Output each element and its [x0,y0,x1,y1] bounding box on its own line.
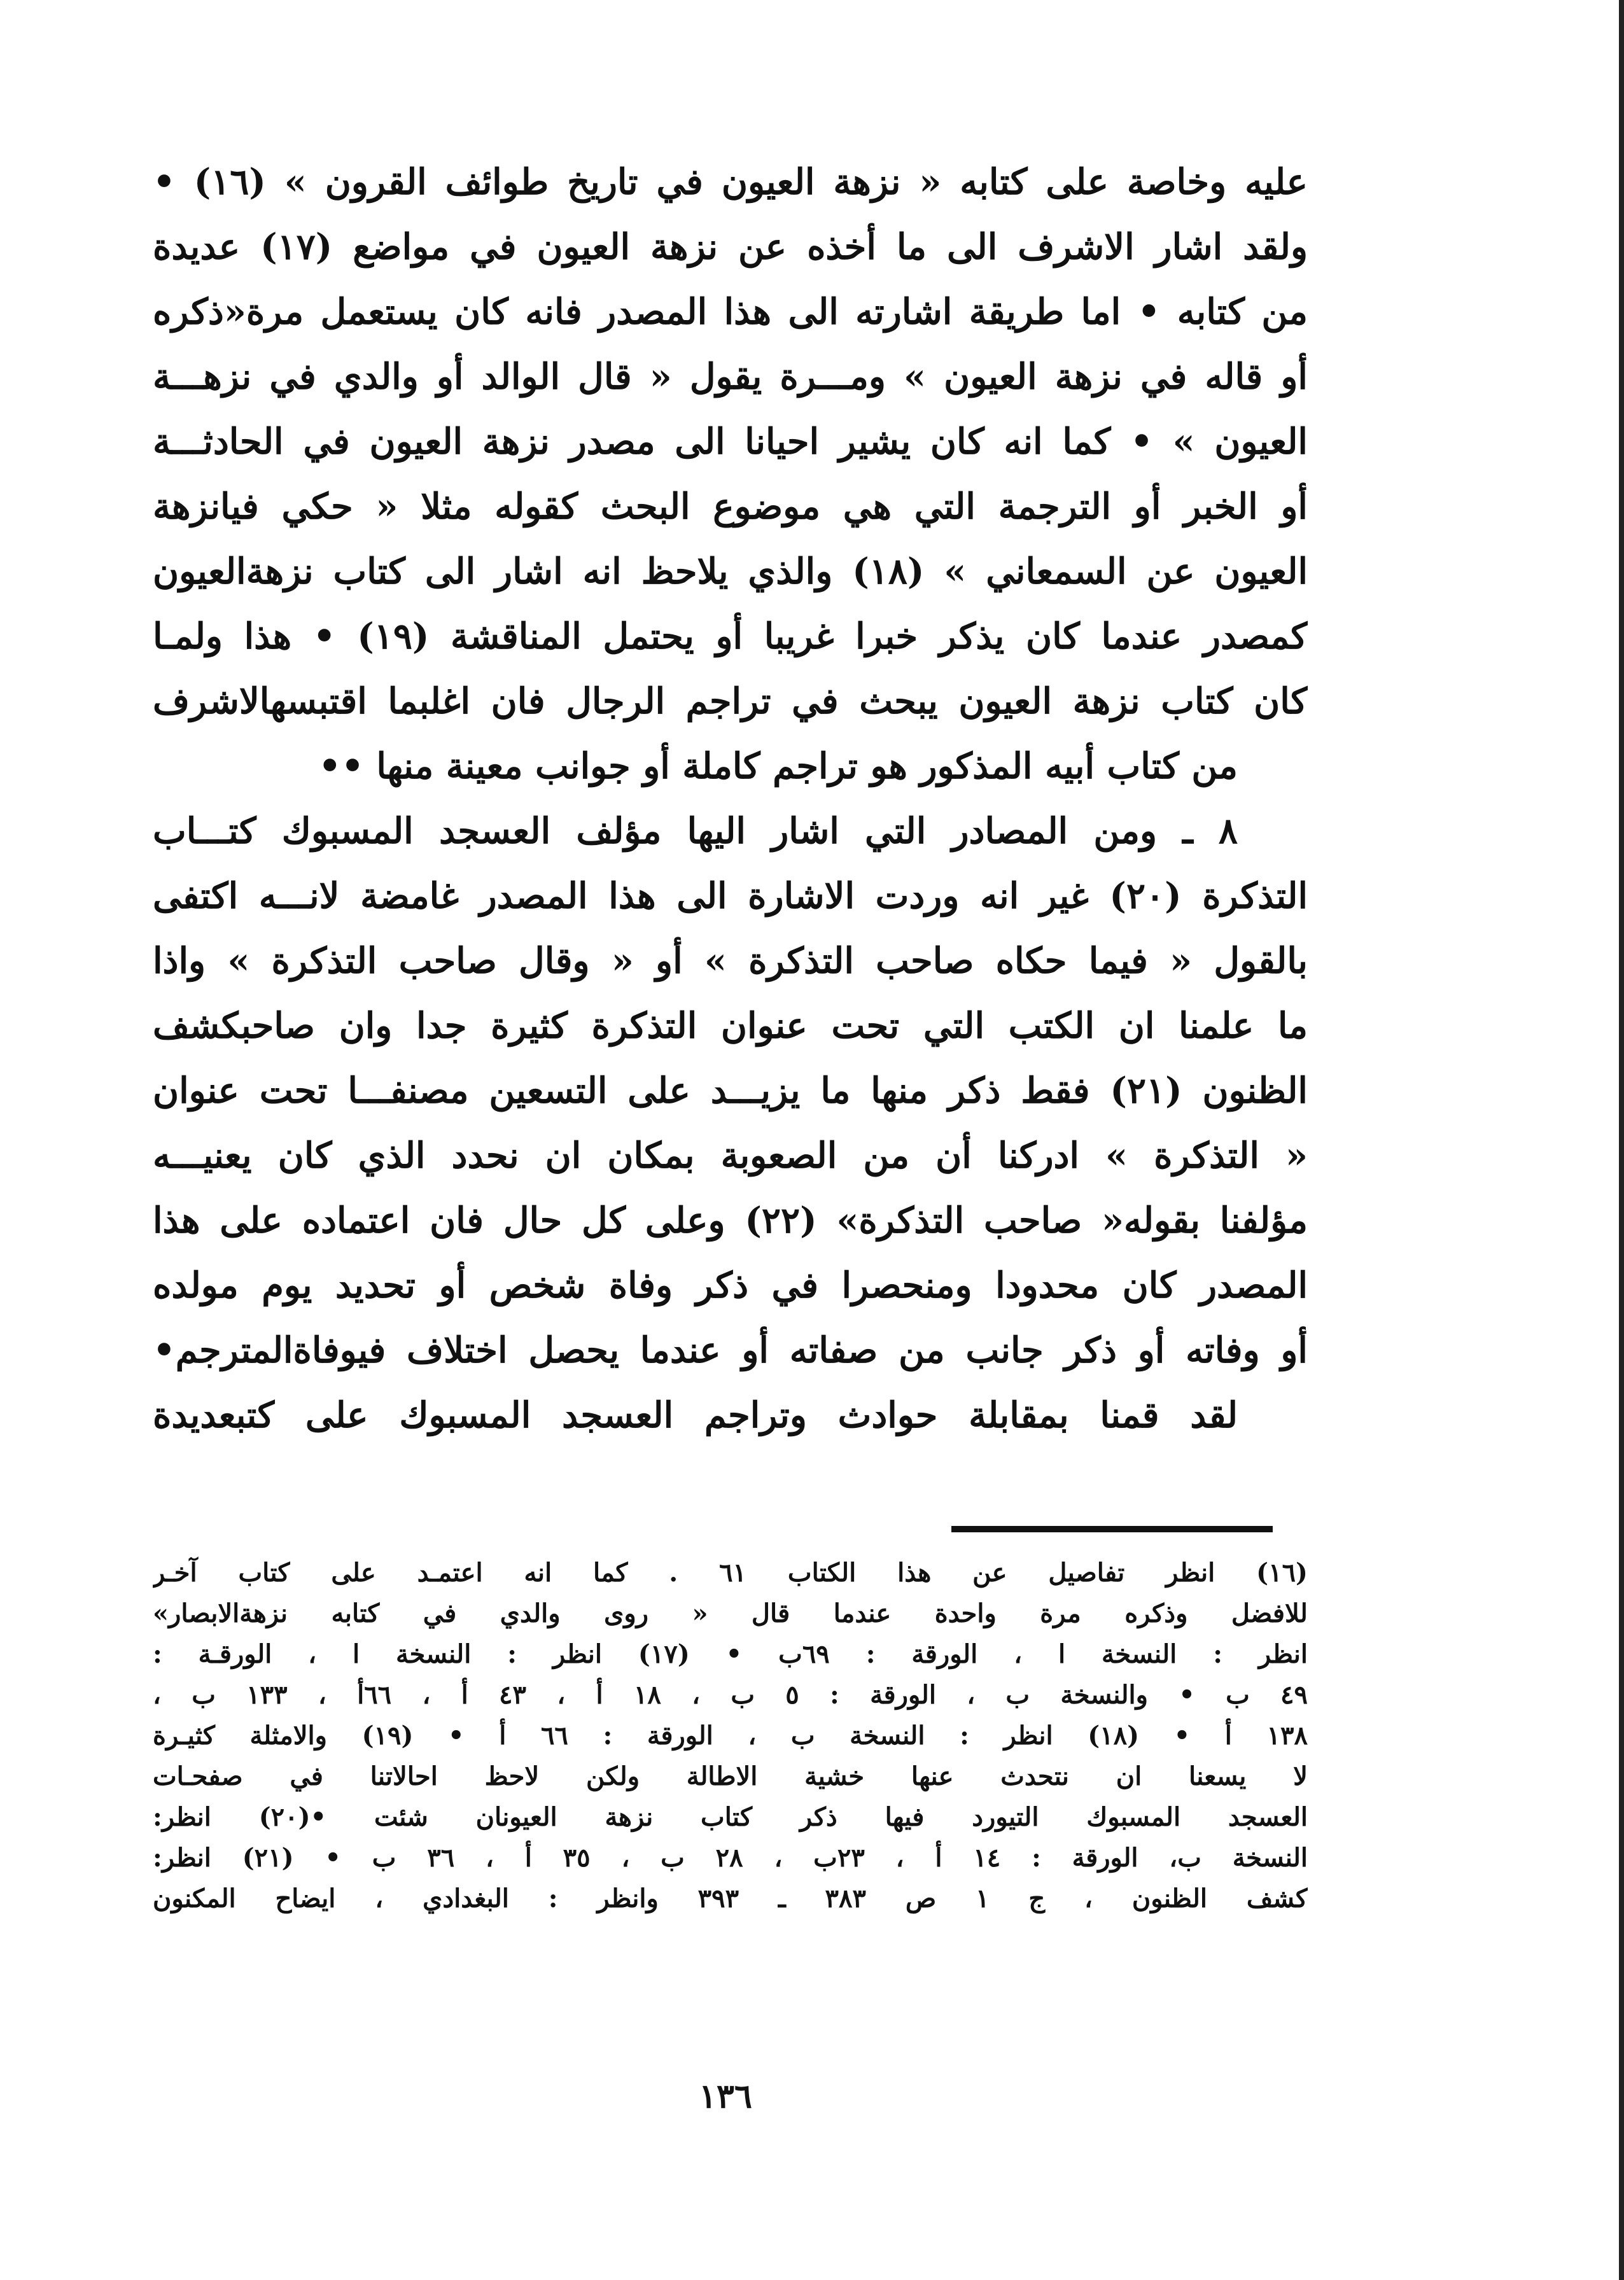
text-line: مؤلفنا بقوله« صاحب التذكرة» (٢٢) وعلى كل حال فان اعتماده على هذا [153,1199,1308,1241]
text-line: من كتابه • اما طريقة اشارته الى هذا المصدر فانه كان يستعمل مرة«ذكره [153,291,1308,333]
page-edge-border [1619,0,1624,2280]
text-line: أو الخبر أو الترجمة التي هي موضوع البحث كقوله مثلا « حكي فيانزهة [153,486,1308,528]
text-line: ولقد اشار الاشرف الى ما أخذه عن نزهة العيون في مواضع (١٧) عديدة [153,226,1308,268]
text-line: « التذكرة » ادركنا أن من الصعوبة بمكان ان نحدد الذي كان يعنيـــه [153,1135,1308,1177]
text-line: كان كتاب نزهة العيون يبحث في تراجم الرجال فان اغلبما اقتبسهالاشرف [153,680,1308,722]
text-line: عليه وخاصة على كتابه « نزهة العيون في تاريخ طوائف القرون » (١٦) • [153,161,1308,203]
footnote-line: النسخة ب، الورقة : ١٤ أ ، ٢٣ب ، ٢٨ ب ، ٣٥ أ ، ٣٦ ب • (٢١) انظر: [153,1843,1308,1873]
footnotes-block [153,1553,1308,1919]
footnote-line: (١٦) انظر تفاصيل عن هذا الكتاب ٦١ . كما انه اعتمـد على كتاب آخـر [153,1558,1308,1588]
footnote-line: للافضل وذكره مرة واحدة عندما قال « روى والدي في كتابه نزهةالابصار» [153,1598,1308,1628]
page-number: ١٣٦ [699,2077,752,2116]
text-line: ما علمنا ان الكتب التي تحت عنوان التذكرة كثيرة جدا وان صاحبكشف [153,1005,1308,1047]
footnote-line: انظر : النسخة ا ، الورقة : ٦٩ب • (١٧) انظر : النسخة ا ، الورقـة : [153,1639,1308,1669]
text-line: التذكرة (٢٠) غير انه وردت الاشارة الى هذا المصدر غامضة لانـــه اكتفى [153,875,1308,917]
text-line: الظنون (٢١) فقط ذكر منها ما يزيـــد على التسعين مصنفـــا تحت عنوان [153,1070,1308,1112]
text-line: المصدر كان محدودا ومنحصرا في ذكر وفاة شخص أو تحديد يوم مولده [153,1264,1308,1306]
footnote-line: لا يسعنا ان نتحدث عنها خشية الاطالة ولكن لاحظ احالاتنا في صفحـات [153,1761,1308,1791]
text-line: بالقول « فيما حكاه صاحب التذكرة » أو « وقال صاحب التذكرة » واذا [153,940,1308,982]
main-text-block [153,150,1308,1448]
text-line: كمصدر عندما كان يذكر خبرا غريبا أو يحتمل المناقشة (١٩) • هذا ولمـا [153,615,1308,657]
text-line: ٨ ـ ومن المصادر التي اشار اليها مؤلف العسجد المسبوك كتـــاب [153,810,1238,852]
text-line: العيون عن السمعاني » (١٨) والذي يلاحظ انه اشار الى كتاب نزهةالعيون [153,550,1308,592]
text-line: من كتاب أبيه المذكور هو تراجم كاملة أو جوانب معينة منها •• [318,745,1238,787]
text-line: أو قاله في نزهة العيون » ومـــرة يقول « قال الوالد أو والدي في نزهـــة [153,356,1308,398]
footnote-line: ٤٩ ب • والنسخة ب ، الورقة : ٥ ب ، ١٨ أ ، ٤٣ أ ، ٦٦أ ، ١٣٣ ب ، [153,1680,1308,1710]
footnote-separator-rule [951,1526,1273,1532]
text-line: لقد قمنا بمقابلة حوادث وتراجم العسجد المسبوك على كتبعديدة [153,1394,1238,1436]
text-line: أو وفاته أو ذكر جانب من صفاته أو عندما يحصل اختلاف فيوفاةالمترجم• [153,1329,1308,1371]
footnote-line: ١٣٨ أ • (١٨) انظر : النسخة ب ، الورقة : ٦٦ أ • (١٩) والامثلة كثيـرة [153,1721,1308,1751]
footnote-line: كشف الظنون ، ج ١ ص ٣٨٣ ـ ٣٩٣ وانظر : البغدادي ، ايضاح المكنون [153,1884,1308,1913]
footnote-line: العسجد المسبوك التيورد فيها ذكر كتاب نزهة العيونان شئت •(٢٠) انظر: [153,1802,1308,1832]
text-line: العيون » • كما انه كان يشير احيانا الى مصدر نزهة العيون في الحادثـــة [153,421,1308,463]
